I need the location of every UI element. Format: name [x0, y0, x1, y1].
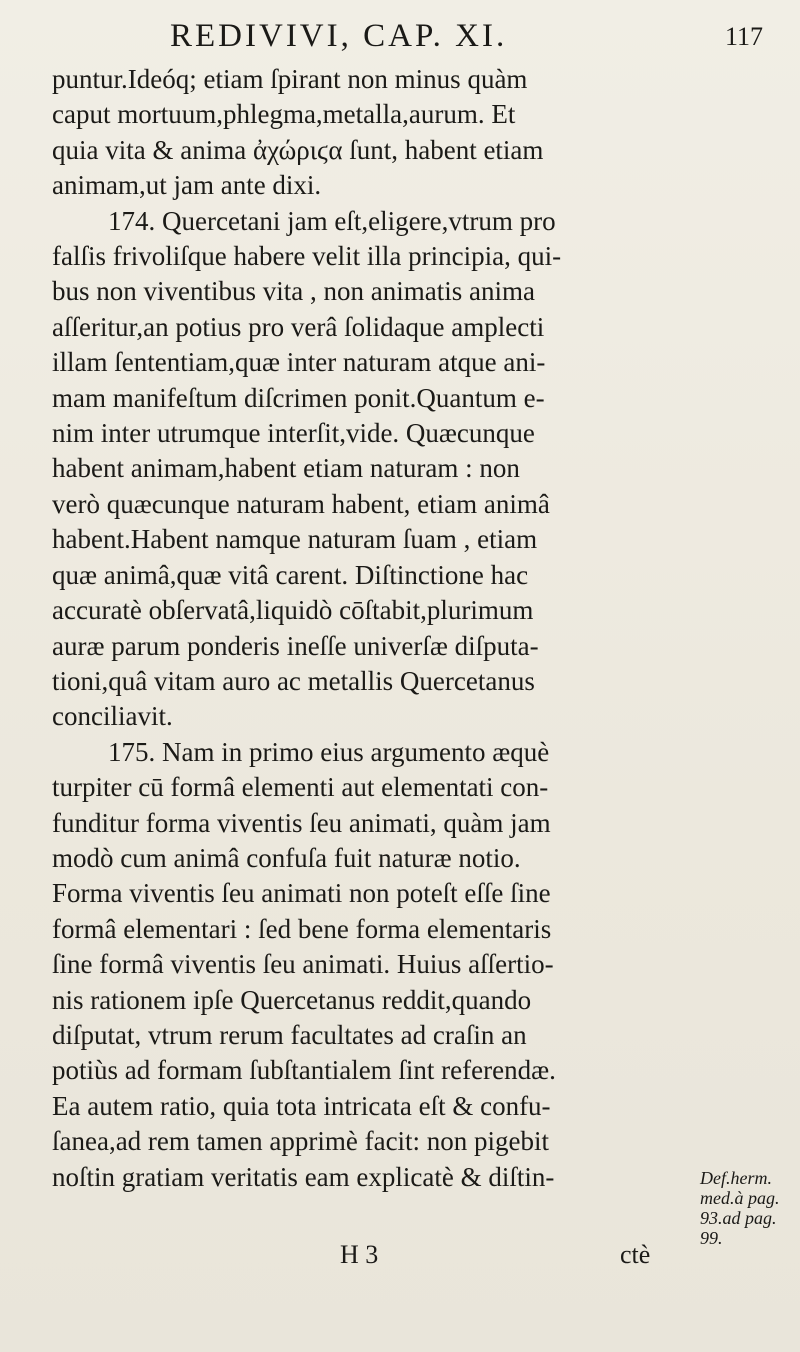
text-line: auræ parum ponderis ineſſe univerſæ diſputa- [52, 630, 539, 661]
text-line: falſis frivoliſque habere velit illa principia, qui- [52, 241, 562, 272]
text-line: verò quæcunque naturam habent, etiam animâ [52, 488, 550, 519]
text-line: 174. Quercetani jam eſt,eligere,vtrum pro [108, 205, 556, 236]
text-line: quia vita & anima ἀχώριϛα ſunt, habent etiam [52, 134, 544, 165]
text-line: nis rationem ipſe Quercetanus reddit,quando [52, 984, 532, 1015]
text-line: ſanea,ad rem tamen apprimè facit: non pigebit [52, 1126, 550, 1157]
text-line: illam ſententiam,quæ inter naturam atque ani- [52, 347, 546, 378]
text-line: funditur forma viventis ſeu animati, quàm jam [52, 807, 551, 838]
text-line: Forma viventis ſeu animati non poteſt eſſe ſine [52, 878, 551, 909]
text-line: formâ elementari : ſed bene forma elementaris [52, 913, 552, 944]
text-line: nim inter utrumque interſit,vide. Quæcunque [52, 418, 535, 449]
text-line: 175. Nam in primo eius argumento æquè [108, 736, 550, 767]
signature-mark: H 3 [340, 1240, 379, 1269]
margin-note: 99. [700, 1228, 723, 1248]
text-line: accuratè obſervatâ,liquidò cōſtabit,plurimum [52, 595, 534, 626]
margin-note: med.à pag. [700, 1188, 780, 1208]
text-line: habent animam,habent etiam naturam : non [52, 453, 520, 484]
text-line: habent.Habent namque naturam ſuam , etiam [52, 524, 538, 555]
text-line: mam manifeſtum diſcrimen ponit.Quantum e- [52, 382, 545, 413]
text-line: aſſeritur,an potius pro verâ ſolidaque amplecti [52, 311, 545, 342]
text-line: modò cum animâ confuſa fuit naturæ notio. [52, 842, 521, 873]
text-line: tioni,quâ vitam auro ac metallis Quercetanus [52, 665, 535, 696]
text-line: diſputat, vtrum rerum facultates ad craſin an [52, 1019, 527, 1050]
margin-note: 93.ad pag. [700, 1208, 777, 1228]
text-line: bus non viventibus vita , non animatis anima [52, 276, 535, 307]
text-line: animam,ut jam ante dixi. [52, 170, 322, 201]
text-line: puntur.Ideóq; etiam ſpirant non minus quàm [52, 64, 528, 94]
text-line: noſtin gratiam veritatis eam explicatè & diſtin- [52, 1161, 555, 1192]
text-line: caput mortuum,phlegma,metalla,aurum. Et [52, 99, 516, 130]
text-line: quæ animâ,quæ vitâ carent. Diſtinctione hac [52, 559, 529, 590]
text-line: Ea autem ratio, quia tota intricata eſt & confu- [52, 1090, 551, 1121]
catchword: ctè [620, 1240, 651, 1269]
body-text [52, 62, 742, 1195]
text-line: ſine formâ viventis ſeu animati. Huius aſſertio- [52, 949, 554, 980]
running-title: REDIVIVI, CAP. XI. [170, 18, 508, 54]
text-line: turpiter cū formâ elementi aut elementati con- [52, 772, 549, 803]
margin-note: Def.herm. [700, 1168, 772, 1188]
text-line: conciliavit. [52, 701, 173, 732]
text-line: potiùs ad formam ſubſtantialem ſint referendæ. [52, 1055, 556, 1086]
page-number: 117 [725, 22, 764, 51]
